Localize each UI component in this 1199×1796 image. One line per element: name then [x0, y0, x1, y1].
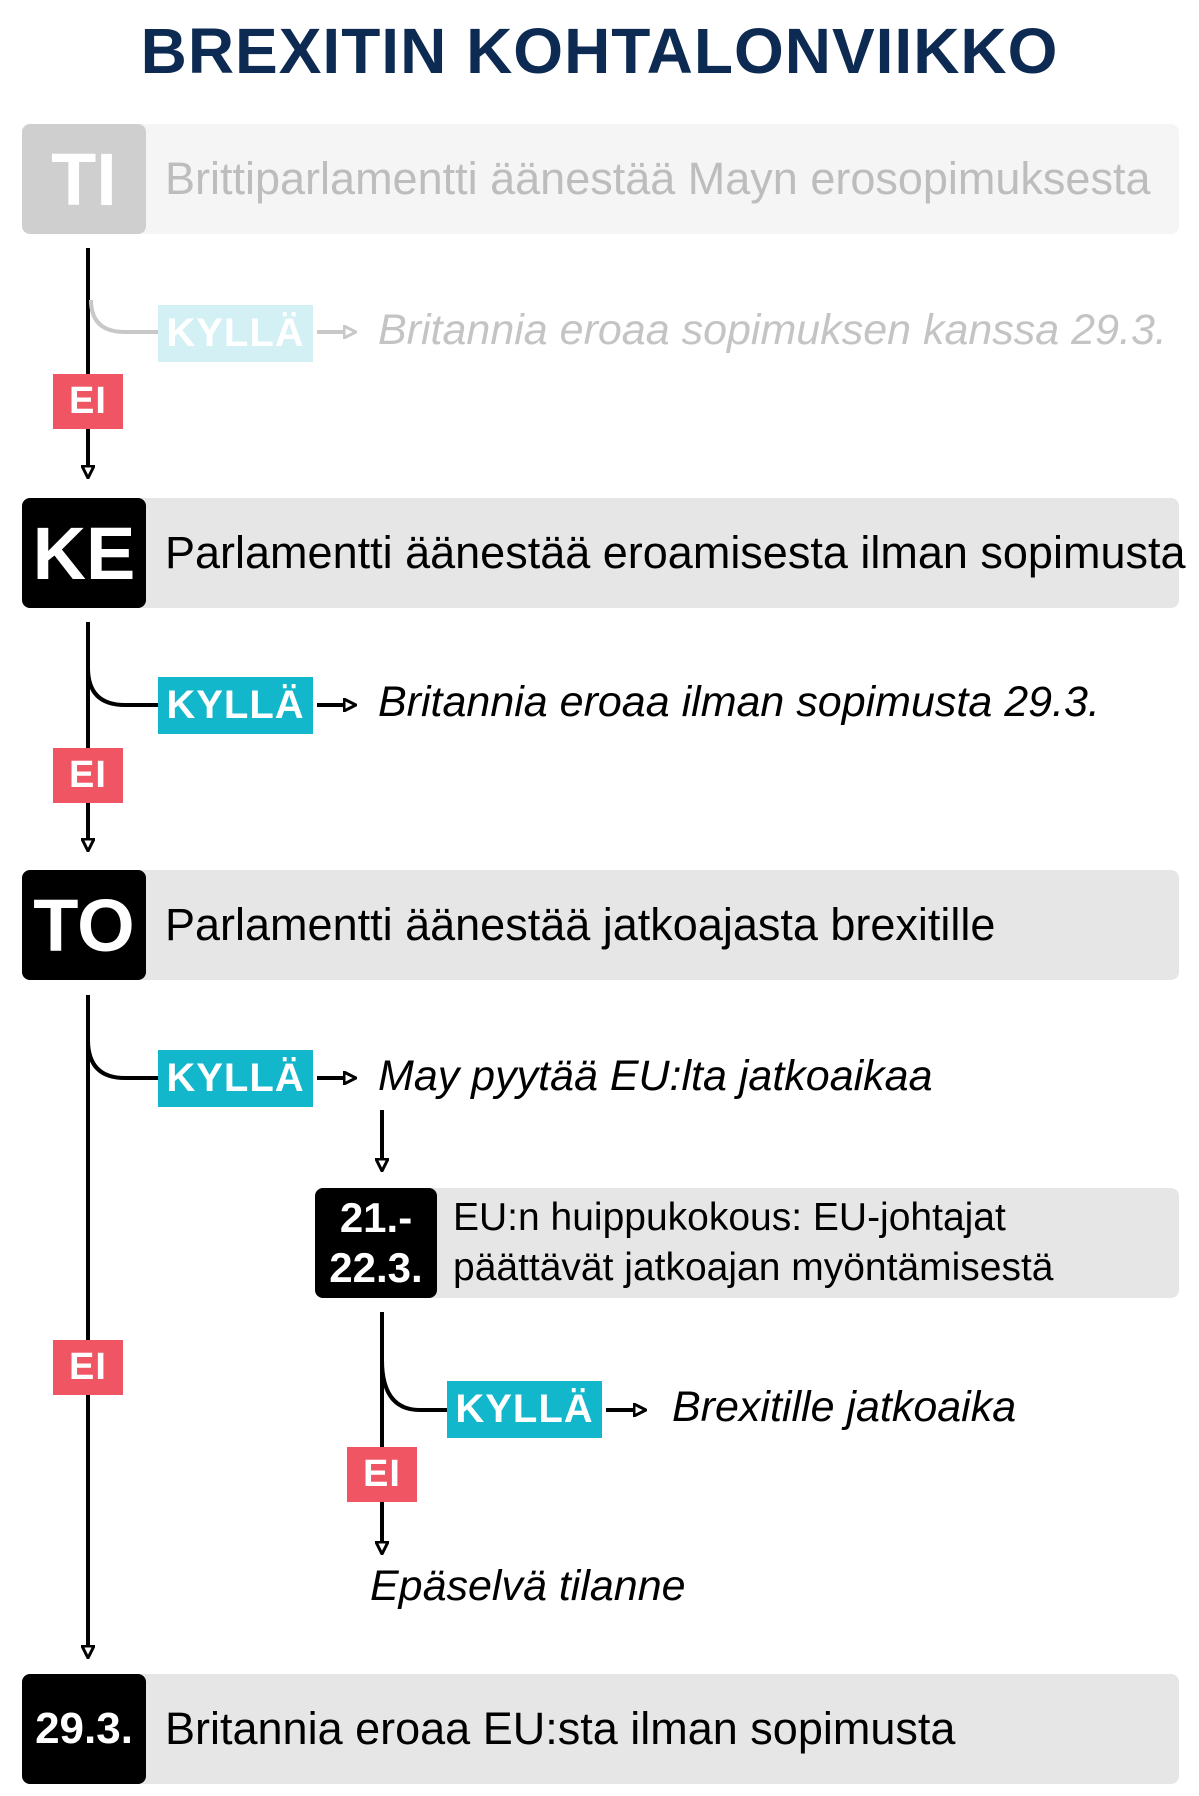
yes-badge-thursday: KYLLÄ — [158, 1050, 313, 1107]
summit-date — [315, 1188, 437, 1298]
day-label-tuesday: TI — [22, 124, 146, 234]
page-title: BREXITIN KOHTALONVIIKKO — [140, 15, 1059, 87]
summit-text — [453, 1188, 1171, 1298]
row-text-tuesday: Brittiparlamentti äänestää Mayn erosopimuksesta — [165, 153, 1151, 204]
row-tuesday — [22, 124, 1179, 234]
result-summit-no: Epäselvä tilanne — [370, 1562, 686, 1610]
to-yes-branch — [88, 1040, 160, 1078]
day-label-thursday: TO — [22, 870, 146, 980]
result-summit-yes: Brexitille jatkoaika — [672, 1383, 1017, 1431]
result-tuesday-yes: Britannia eroaa sopimuksen kanssa 29.3. — [378, 306, 1167, 354]
row-thursday — [22, 870, 1179, 980]
yes-badge-tuesday: KYLLÄ — [158, 305, 313, 362]
no-badge-tuesday: EI — [53, 374, 123, 429]
summit-text-line2: päättävät jatkoajan myöntämisestä — [453, 1246, 1054, 1289]
ke-yes-branch — [88, 668, 160, 705]
row-final — [22, 1674, 1179, 1784]
summit-yes-branch — [382, 1360, 450, 1410]
result-wednesday-yes: Britannia eroaa ilman sopimusta 29.3. — [378, 678, 1100, 726]
summit-date-line1: 21.- — [339, 1194, 413, 1241]
no-badge-summit: EI — [347, 1447, 417, 1502]
day-label-final: 29.3. — [22, 1674, 146, 1784]
no-badge-wednesday: EI — [53, 748, 123, 803]
row-text-thursday: Parlamentti äänestää jatkoajasta brexitille — [165, 899, 996, 950]
row-wednesday — [22, 498, 1186, 608]
row-summit — [315, 1188, 1179, 1298]
no-badge-thursday: EI — [53, 1340, 123, 1395]
yes-badge-wednesday: KYLLÄ — [158, 677, 313, 734]
summit-date-line2: 22.3. — [329, 1244, 423, 1291]
day-label-wednesday: KE — [22, 498, 146, 608]
summit-text-line1: EU:n huippukokous: EU-johtajat — [453, 1196, 1006, 1239]
result-thursday-yes: May pyytää EU:lta jatkoaikaa — [378, 1052, 933, 1100]
ti-yes-branch — [91, 300, 160, 332]
yes-badge-summit: KYLLÄ — [447, 1381, 602, 1438]
row-text-final: Britannia eroaa EU:sta ilman sopimusta — [165, 1703, 956, 1754]
row-text-wednesday: Parlamentti äänestää eroamisesta ilman sopimusta — [165, 527, 1186, 578]
